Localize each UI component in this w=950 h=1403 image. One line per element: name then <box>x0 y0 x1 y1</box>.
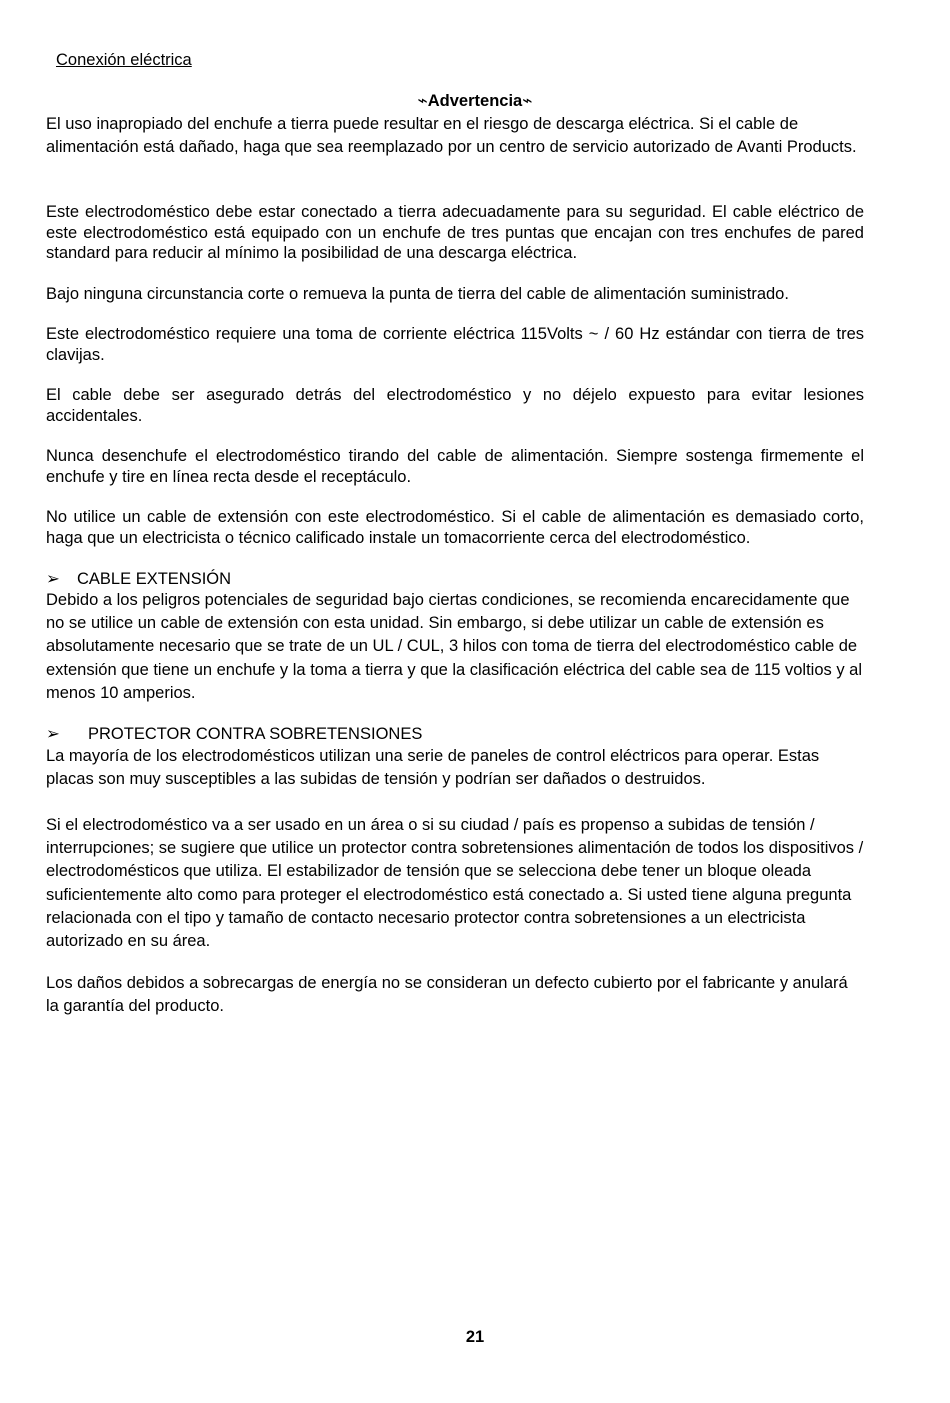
surge-protector-text: La mayoría de los electrodomésticos utilizan una serie de paneles de control eléctricos para operar. Estas placas son muy susceptibles a las subidas de tensión y podrían ser dañados o destruidos. <box>46 747 820 789</box>
extension-cable-text: Debido a los peligros potenciales de seguridad bajo ciertas condiciones, se recomienda encarecidamente que no se utilice un cable de extensión con esta unidad. Sin embargo, si debe utilizar un cable de extensión es absolutamente necesario que se trate de un UL / CUL, 3 hilos con toma de tierra del electrodoméstico cable de extensión que tiene un enchufe y la toma a tierra y que la clasificación eléctrica del cable sea de 115 voltios y al menos 10 amperios. <box>46 591 863 702</box>
extension-cable-heading <box>46 569 231 589</box>
extension-cable-title: CABLE EXTENSIÓN <box>77 570 232 588</box>
paragraph-unplug: Nunca desenchufe el electrodoméstico tirando del cable de alimentación. Siempre sostenga firmemente el enchufe y tire en línea recta desde el receptáculo. <box>46 447 864 486</box>
paragraph-cable-secured: El cable debe ser asegurado detrás del electrodoméstico y no déjelo expuesto para evitar lesiones accidentales. <box>46 386 864 425</box>
warning-title <box>0 91 950 111</box>
paragraph-no-extension: No utilice un cable de extensión con este electrodoméstico. Si el cable de alimentación es demasiado corto, haga que un electricista o técnico calificado instale un tomacorriente cerca del electrodoméstico. <box>46 508 864 547</box>
surge-warranty-note: Los daños debidos a sobrecargas de energía no se consideran un defecto cubierto por el fabricante y anulará la garantía del producto. <box>46 974 848 1016</box>
section-heading: Conexión eléctrica <box>56 51 192 69</box>
page-number: 21 <box>465 1328 485 1346</box>
warning-title-text: Advertencia <box>427 92 523 110</box>
arrow-bullet-icon: ➢ <box>46 570 60 588</box>
surge-protector-heading <box>46 724 422 744</box>
surge-protector-advice: Si el electrodoméstico va a ser usado en un área o si su ciudad / país es propenso a subidas de tensión / interrupciones; se sugiere que utilice un protector contra sobretensiones alimentación de todos los dispositivos / electrodomésticos que utiliza. El estabilizador de tensión que se selecciona debe tener un bloque oleada suficientemente alto como para proteger el electrodoméstico está conectado a. Si usted tiene alguna pregunta relacionada con el tipo y tamaño de contacto necesario protector contra sobretensiones a un electricista autorizado en su área. <box>46 816 864 951</box>
electric-bolt-icon: ⌁ <box>417 91 428 110</box>
warning-text: El uso inapropiado del enchufe a tierra puede resultar en el riesgo de descarga eléctrica. Si el cable de alimentación está dañado, haga que sea reemplazado por un centro de servicio autorizado de Avanti Products. <box>46 115 857 157</box>
electric-bolt-icon: ⌁ <box>522 91 533 110</box>
paragraph-outlet: Este electrodoméstico requiere una toma de corriente eléctrica 115Volts ~ / 60 Hz estándar con tierra de tres clavijas. <box>46 325 864 364</box>
surge-protector-title: PROTECTOR CONTRA SOBRETENSIONES <box>88 725 423 743</box>
paragraph-grounding: Este electrodoméstico debe estar conectado a tierra adecuadamente para su seguridad. El cable eléctrico de este electrodoméstico está equipado con un enchufe de tres puntas que encajan con tres enchufes de pared standard para reducir al mínimo la posibilidad de una descarga eléctrica. <box>46 203 864 262</box>
paragraph-ground-prong: Bajo ninguna circunstancia corte o remueva la punta de tierra del cable de alimentación suministrado. <box>46 285 789 303</box>
arrow-bullet-icon: ➢ <box>46 725 60 743</box>
